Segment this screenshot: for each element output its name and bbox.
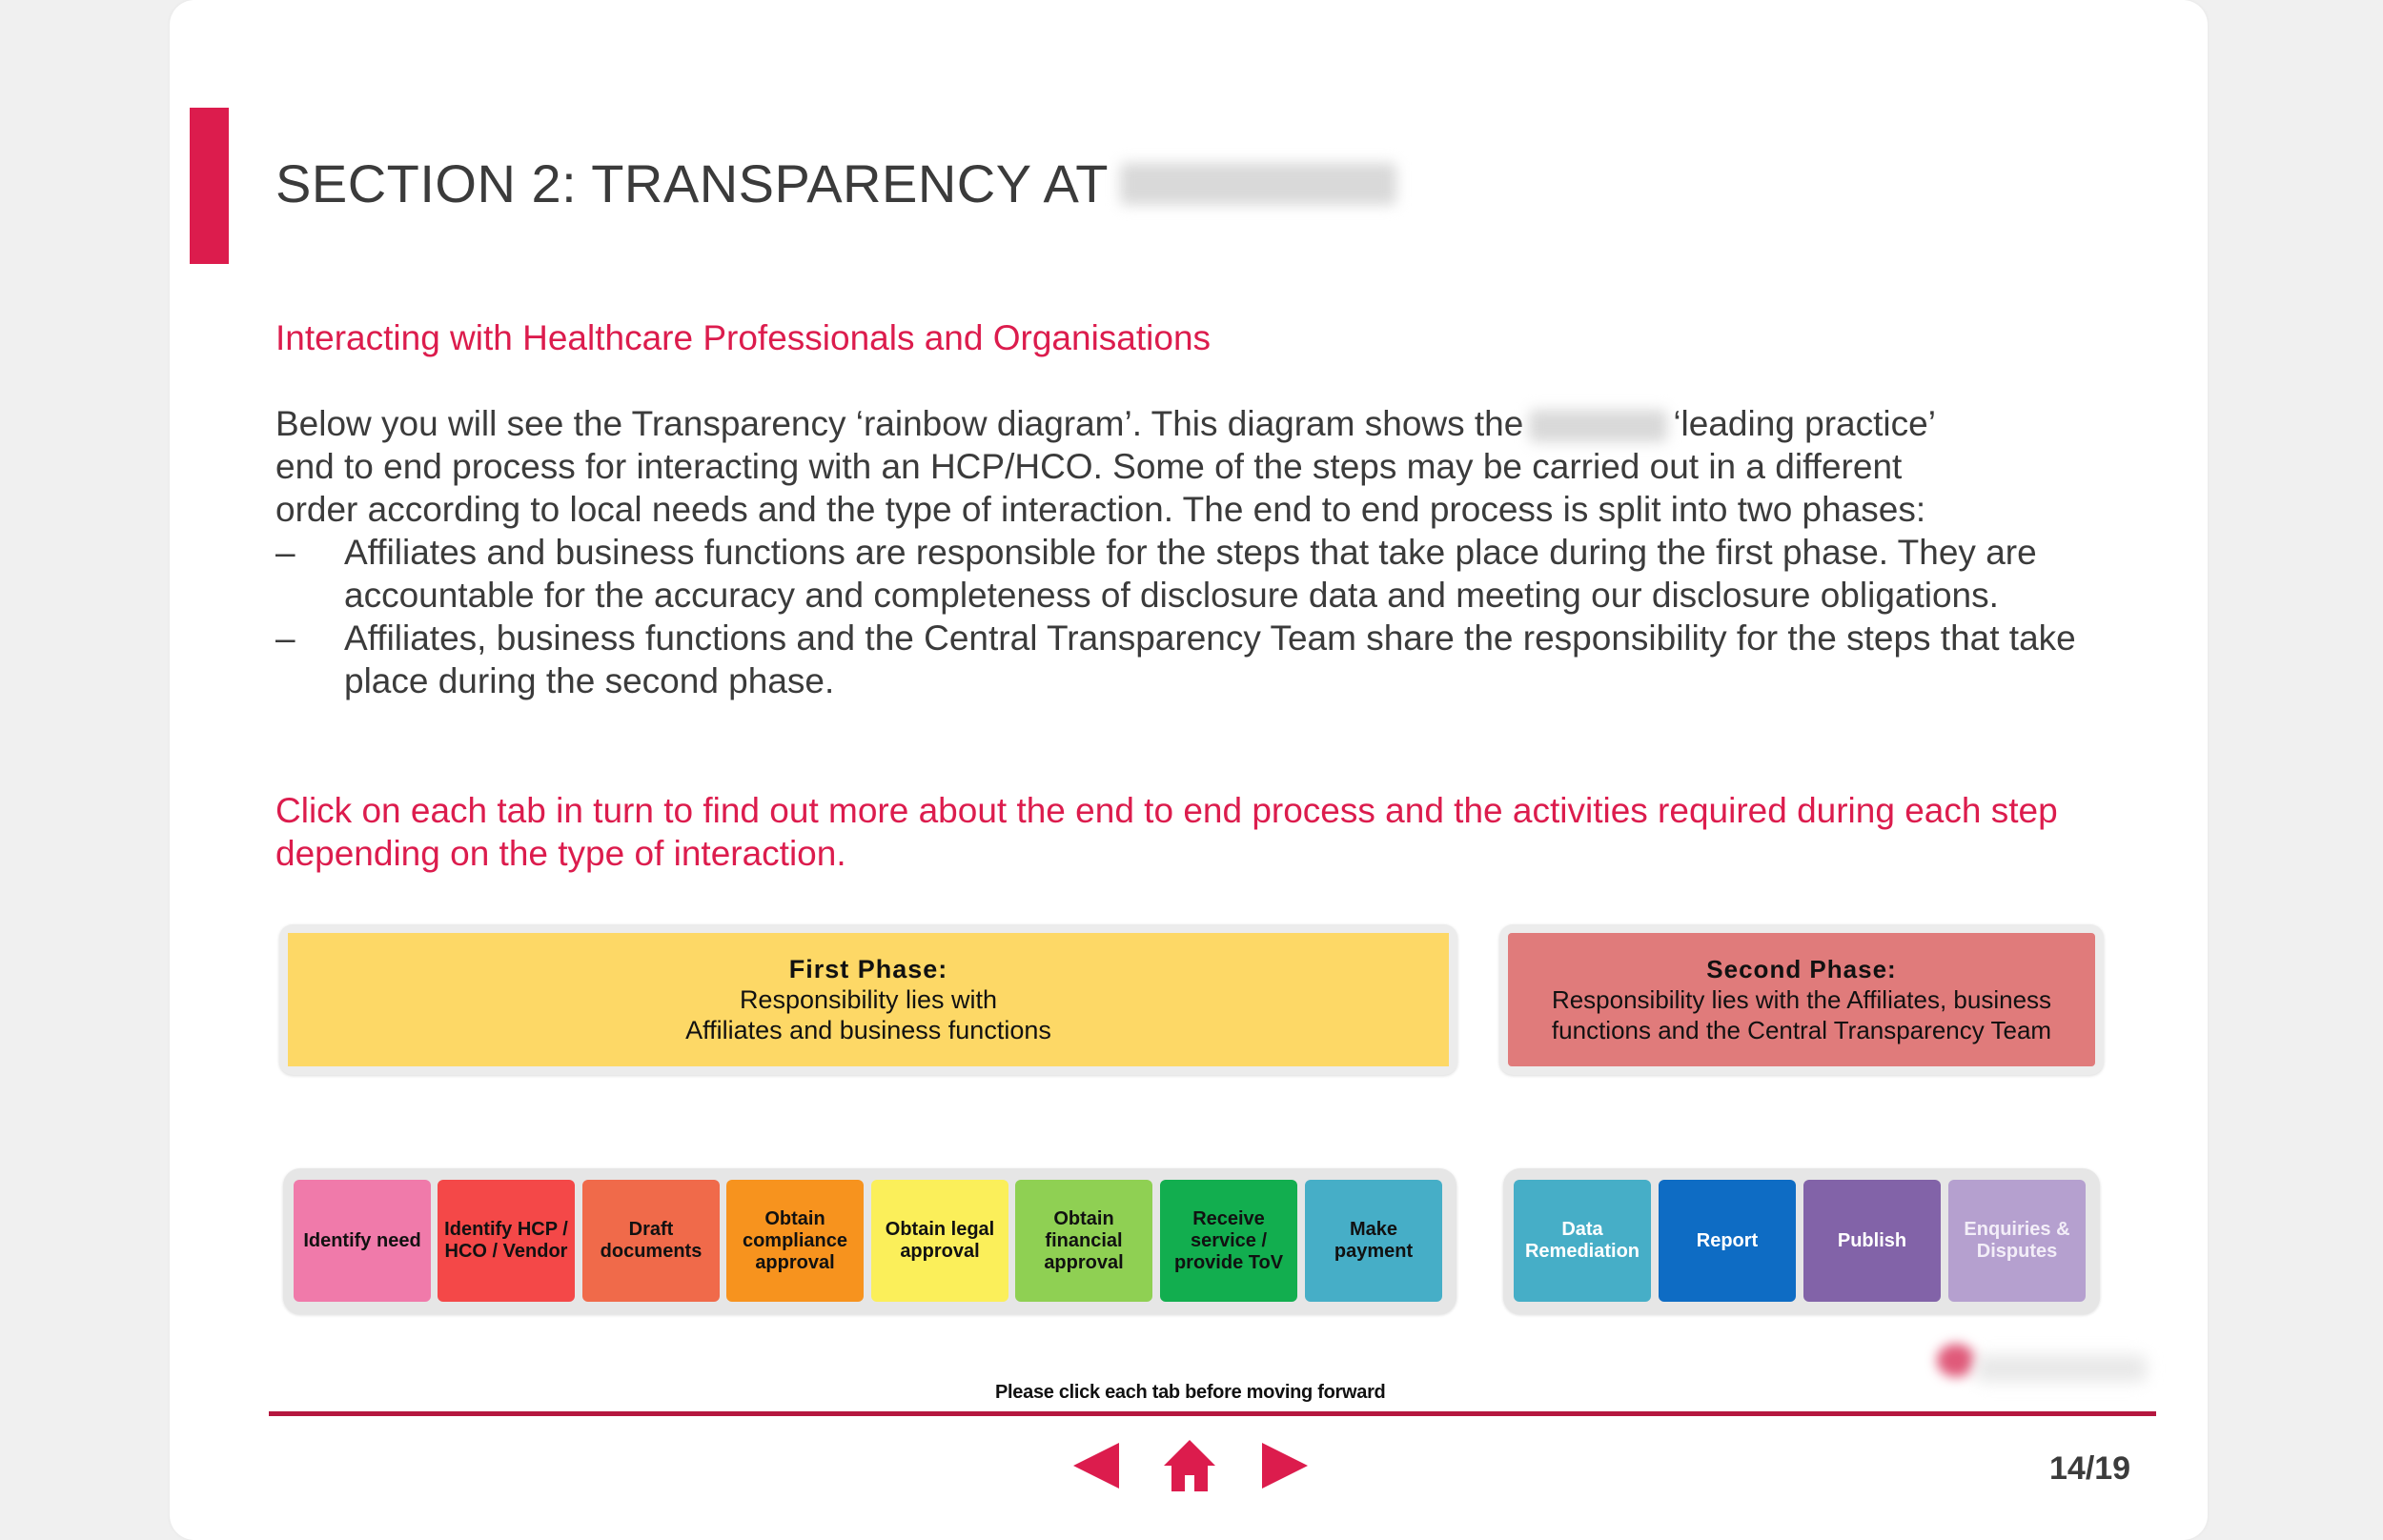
step-tab-identify-need[interactable]: Identify need bbox=[294, 1180, 431, 1302]
step-tab-receive-service[interactable]: Receive service / provide ToV bbox=[1160, 1180, 1297, 1302]
section-title-text: SECTION 2: TRANSPARENCY AT bbox=[275, 153, 1109, 213]
phase-bullets bbox=[275, 531, 2087, 702]
company-logo-mark bbox=[1937, 1344, 1975, 1377]
step-tab-obtain-compliance-approval[interactable]: Obtain compliance approval bbox=[726, 1180, 864, 1302]
page-counter: 14/19 bbox=[2049, 1450, 2131, 1487]
step-tab-identify-hcp-hco-vendor[interactable]: Identify HCP / HCO / Vendor bbox=[438, 1180, 575, 1302]
intro-line-2: end to end process for interacting with an HCP/HCO. Some of the steps may be carried out in a different bbox=[275, 447, 1903, 486]
bullet-dash: – bbox=[275, 533, 295, 572]
next-button[interactable] bbox=[1256, 1437, 1314, 1494]
section-title bbox=[275, 152, 1396, 214]
second-phase-title: Second Phase: bbox=[1706, 955, 1897, 983]
second-phase-box bbox=[1508, 933, 2095, 1066]
bullet-text: Affiliates, business functions and the Central Transparency Team share the responsibility for the steps that take place during the second phase. bbox=[344, 618, 2076, 700]
step-tab-enquiries-disputes[interactable]: Enquiries & Disputes bbox=[1948, 1180, 2086, 1302]
second-phase-line-1: Responsibility lies with the Affiliates, business bbox=[1551, 985, 2052, 1014]
intro-line-3: order according to local needs and the type of interaction. The end to end process is split into two phases: bbox=[275, 490, 1926, 529]
company-logo bbox=[1918, 1334, 2156, 1401]
subheading: Interacting with Healthcare Professionals and Organisations bbox=[275, 318, 1212, 357]
first-phase-line-2: Affiliates and business functions bbox=[685, 1016, 1051, 1044]
home-icon bbox=[1161, 1437, 1218, 1494]
first-phase-line-1: Responsibility lies with bbox=[739, 985, 998, 1014]
step-tab-draft-documents[interactable]: Draft documents bbox=[582, 1180, 720, 1302]
bullet-text: Affiliates and business functions are responsible for the steps that take place during the first phase. They are accountable for the accuracy and completeness of disclosure data and meeting our disclosure obligations. bbox=[344, 533, 2037, 615]
footer-divider bbox=[269, 1411, 2156, 1416]
step-tab-obtain-legal-approval[interactable]: Obtain legal approval bbox=[871, 1180, 1008, 1302]
arrow-left-icon bbox=[1068, 1437, 1125, 1494]
first-phase-title: First Phase: bbox=[788, 955, 948, 983]
second-phase-line-2: functions and the Central Transparency Team bbox=[1551, 1016, 2052, 1044]
section-accent-bar bbox=[190, 108, 229, 264]
company-logo-wordmark bbox=[1975, 1355, 2147, 1382]
step-tab-make-payment[interactable]: Make payment bbox=[1305, 1180, 1442, 1302]
redacted-company-name-inline bbox=[1529, 410, 1667, 442]
intro-text bbox=[275, 402, 2087, 702]
instruction-text: Click on each tab in turn to find out more about the end to end process and the activities required during each step depending on the type of interaction. bbox=[275, 791, 2058, 873]
step-tab-publish[interactable]: Publish bbox=[1803, 1180, 1941, 1302]
intro-line-1 bbox=[275, 402, 2087, 445]
footer-note: Please click each tab before moving forward bbox=[995, 1382, 1386, 1403]
bullet-dash: – bbox=[275, 618, 295, 658]
step-tab-obtain-financial-approval[interactable]: Obtain financial approval bbox=[1015, 1180, 1152, 1302]
step-tab-report[interactable]: Report bbox=[1659, 1180, 1796, 1302]
bullet-item bbox=[275, 531, 2087, 617]
home-button[interactable] bbox=[1161, 1437, 1218, 1494]
first-phase-box bbox=[288, 933, 1449, 1066]
bullet-item bbox=[275, 617, 2087, 702]
step-tab-data-remediation[interactable]: Data Remediation bbox=[1514, 1180, 1651, 1302]
intro-line-1-end: ‘leading practice’ bbox=[1673, 404, 1936, 443]
previous-button[interactable] bbox=[1068, 1437, 1125, 1494]
redacted-company-name bbox=[1120, 163, 1396, 205]
intro-line-1-start: Below you will see the Transparency ‘rainbow diagram’. This diagram shows the bbox=[275, 404, 1524, 443]
arrow-right-icon bbox=[1256, 1437, 1314, 1494]
